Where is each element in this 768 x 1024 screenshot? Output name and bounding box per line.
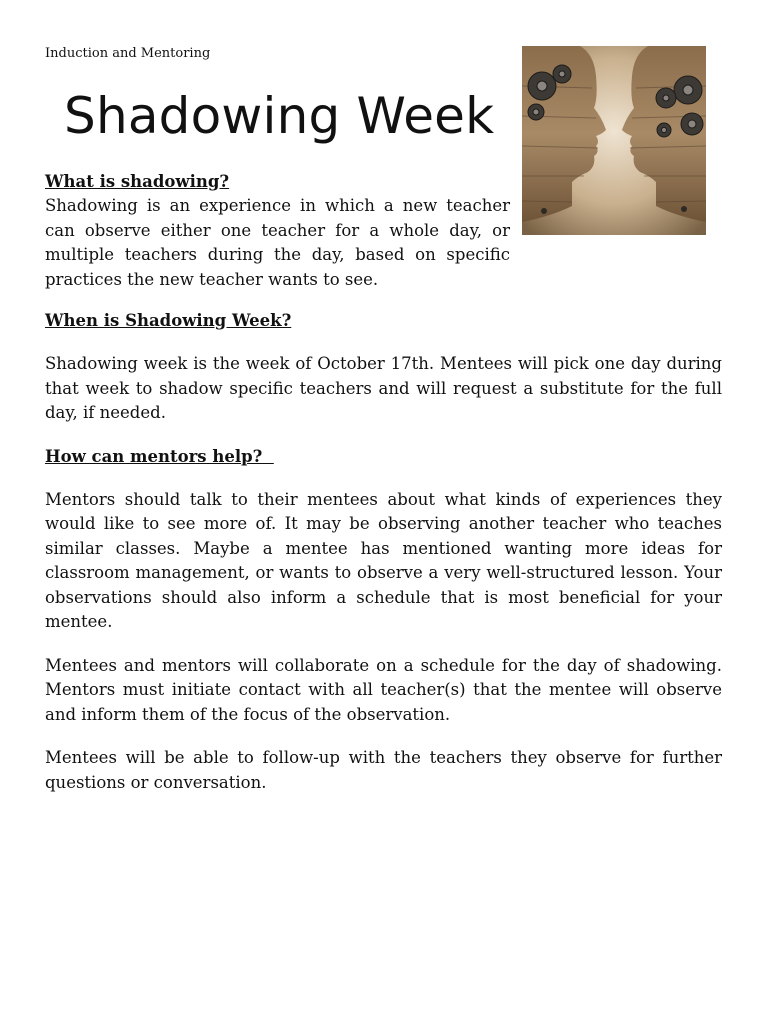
section-text-how-3: Mentees will be able to follow-up with the teachers they observe for further questions or conversation. xyxy=(45,748,722,792)
section-heading-what: What is shadowing? xyxy=(45,172,230,191)
head-gears-illustration-icon xyxy=(522,46,706,235)
section-text-when: Shadowing week is the week of October 17th. Mentees will pick one day during that week to shadow specific teachers and will request a substitute for the full day, if needed. xyxy=(45,354,722,422)
intro-section xyxy=(45,170,510,292)
header-label: Induction and Mentoring xyxy=(45,46,211,61)
section-text-how-1: Mentors should talk to their mentees about what kinds of experiences they would like to see more of. It may be observing another teacher who teaches similar classes. Maybe a mentee has mentioned wanting more ideas for classroom management, or wants to observe a very well-structured lesson. Your observations should also inform a schedule that is most beneficial for your mentee. xyxy=(45,489,722,631)
section-text-what: Shadowing is an experience in which a new teacher can observe either one teacher for a whole day, or multiple teachers during the day, based on specific practices the new teacher wants to see. xyxy=(45,196,510,289)
section-heading-when: When is Shadowing Week? xyxy=(45,311,292,330)
page-title: Shadowing Week xyxy=(64,87,495,145)
section-text-how-2: Mentees and mentors will collaborate on a schedule for the day of shadowing. Mentors must initiate contact with all teacher(s) that the mentee will observe and inform them of the focus of the observation. xyxy=(45,655,722,724)
section-heading-how: How can mentors help? xyxy=(45,446,274,466)
main-section xyxy=(45,309,722,795)
